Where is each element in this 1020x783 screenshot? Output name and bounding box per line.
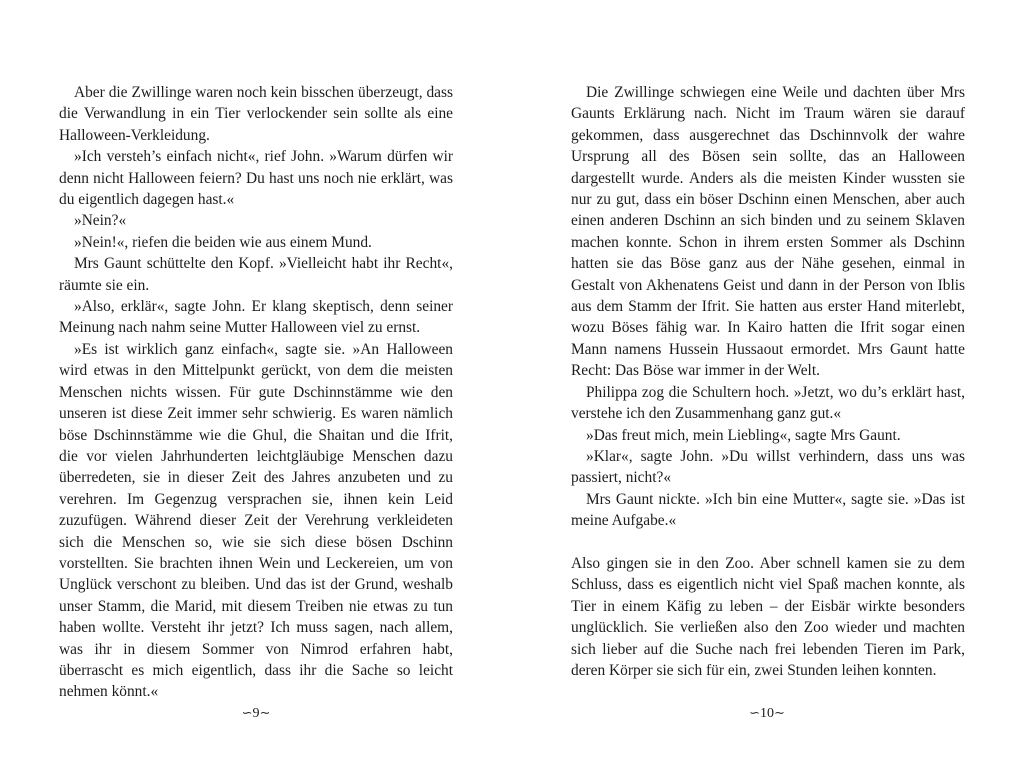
paragraph: Die Zwillinge schwiegen eine Weile und dachten über Mrs Gaunts Erklärung nach. Nicht im Traum wären sie darauf gekommen, dass ausgerechnet das Dschinnvolk der wahre Ursprung all des Bösen sein sollte, das an Halloween dargestellt wurde. Anders als die meisten Kinder wussten sie nur zu gut, dass ein böser Dschinn einen Menschen, aber auch einen anderen Dschinn an sich binden und zu seinem Sklaven machen konnte. Schon in ihrem ersten Sommer als Dschinn hatten sie das Böse ganz aus der Nähe gesehen, einmal in Gestalt von Akhenatens Geist und dann in der Person von Iblis aus dem Stamm der Ifrit. Sie hatten aus erster Hand miterlebt, wozu Böses fähig war. In Kairo hatten die Ifrit sogar einen Mann namens Hussein Hussaout ermordet. Mrs Gaunt hatte Recht: Das Böse war immer in der Welt. — [571, 84, 965, 380]
folio-ornament-right: ∼ — [774, 706, 785, 721]
paragraph: »Nein!«, riefen die beiden wie aus einem Mund. — [74, 233, 372, 251]
folio-ornament-left: ∽ — [749, 706, 760, 721]
right-page — [571, 82, 965, 681]
paragraph: Aber die Zwillinge waren noch kein bisschen überzeugt, dass die Verwandlung in ein Tier verlockender sein sollte als eine Halloween-Verkleidung. — [59, 84, 453, 144]
page-number-left — [216, 705, 296, 723]
paragraph: »Das freut mich, mein Liebling«, sagte Mrs Gaunt. — [586, 426, 901, 444]
paragraph: »Es ist wirklich ganz einfach«, sagte sie. »An Halloween wird etwas in den Mittelpunkt gerückt, von dem die meisten Menschen nichts wissen. Für gute Dschinnstämme wie den unseren ist diese Zeit immer sehr schwierig. Es waren nämlich böse Dschinnstämme wie die Ghul, die Shaitan und die Ifrit, die vor vielen Jahrhunderten leichtgläubige Menschen dazu überredeten, sie in dieser Zeit des Jahres anzubeten und zu verehren. Im Gegenzug versprachen sie, ihnen kein Leid zuzufügen. Während dieser Zeit der Verehrung verkleideten sich die Menschen so, wie sie sich diese bösen Dschinn vorstellten. Sie brachten ihnen Wein und Leckereien, um von Unglück verschont zu bleiben. Und das ist der Grund, weshalb unser Stamm, die Marid, mit diesem Treiben nie etwas zu tun haben wollte. Versteht ihr jetzt? Ich muss sagen, nach allem, was ihr in diesem Sommer von Nimrod erfahren habt, überrascht es mich eigentlich, dass ihr die Sache so leicht nehmen könnt.« — [59, 340, 453, 701]
paragraph: Philippa zog die Schultern hoch. »Jetzt, wo du’s erklärt hast, verstehe ich den Zusammenhang ganz gut.« — [571, 383, 965, 423]
paragraph: »Ich versteh’s einfach nicht«, rief John. »Warum dürfen wir denn nicht Halloween feiern? Du hast uns noch nie erklärt, was du eigentlich dagegen hast.« — [59, 148, 453, 209]
paragraph: »Nein?« — [74, 212, 127, 230]
folio-ornament-left: ∽ — [241, 706, 253, 721]
left-page — [59, 82, 453, 703]
page-number: 9 — [252, 706, 260, 721]
page-number-right — [727, 705, 807, 723]
page-number: 10 — [760, 706, 774, 721]
paragraph: Mrs Gaunt schüttelte den Kopf. »Vielleicht habt ihr Recht«, räumte sie ein. — [59, 255, 453, 294]
paragraph: Mrs Gaunt nickte. »Ich bin eine Mutter«, sagte sie. »Das ist meine Aufgabe.« — [571, 490, 965, 530]
paragraph-section-start: Also gingen sie in den Zoo. Aber schnell kamen sie zu dem Schluss, dass es eigentlich nicht viel Spaß machen konnte, als Tier in einem Käfig zu leben – der Eisbär wirkte besonders unglücklich. Sie verließen also den Zoo wieder und machten sich lieber auf die Suche nach frei lebenden Tieren im Park, deren Körper sie sich für ein, zwei Stunden leihen konnten. — [571, 554, 965, 679]
paragraph: »Klar«, sagte John. »Du willst verhindern, dass uns was passiert, nicht?« — [571, 447, 965, 487]
folio-ornament-right: ∼ — [259, 706, 271, 721]
paragraph: »Also, erklär«, sagte John. Er klang skeptisch, denn seiner Meinung nach nahm seine Mutter Halloween viel zu ernst. — [59, 298, 453, 337]
